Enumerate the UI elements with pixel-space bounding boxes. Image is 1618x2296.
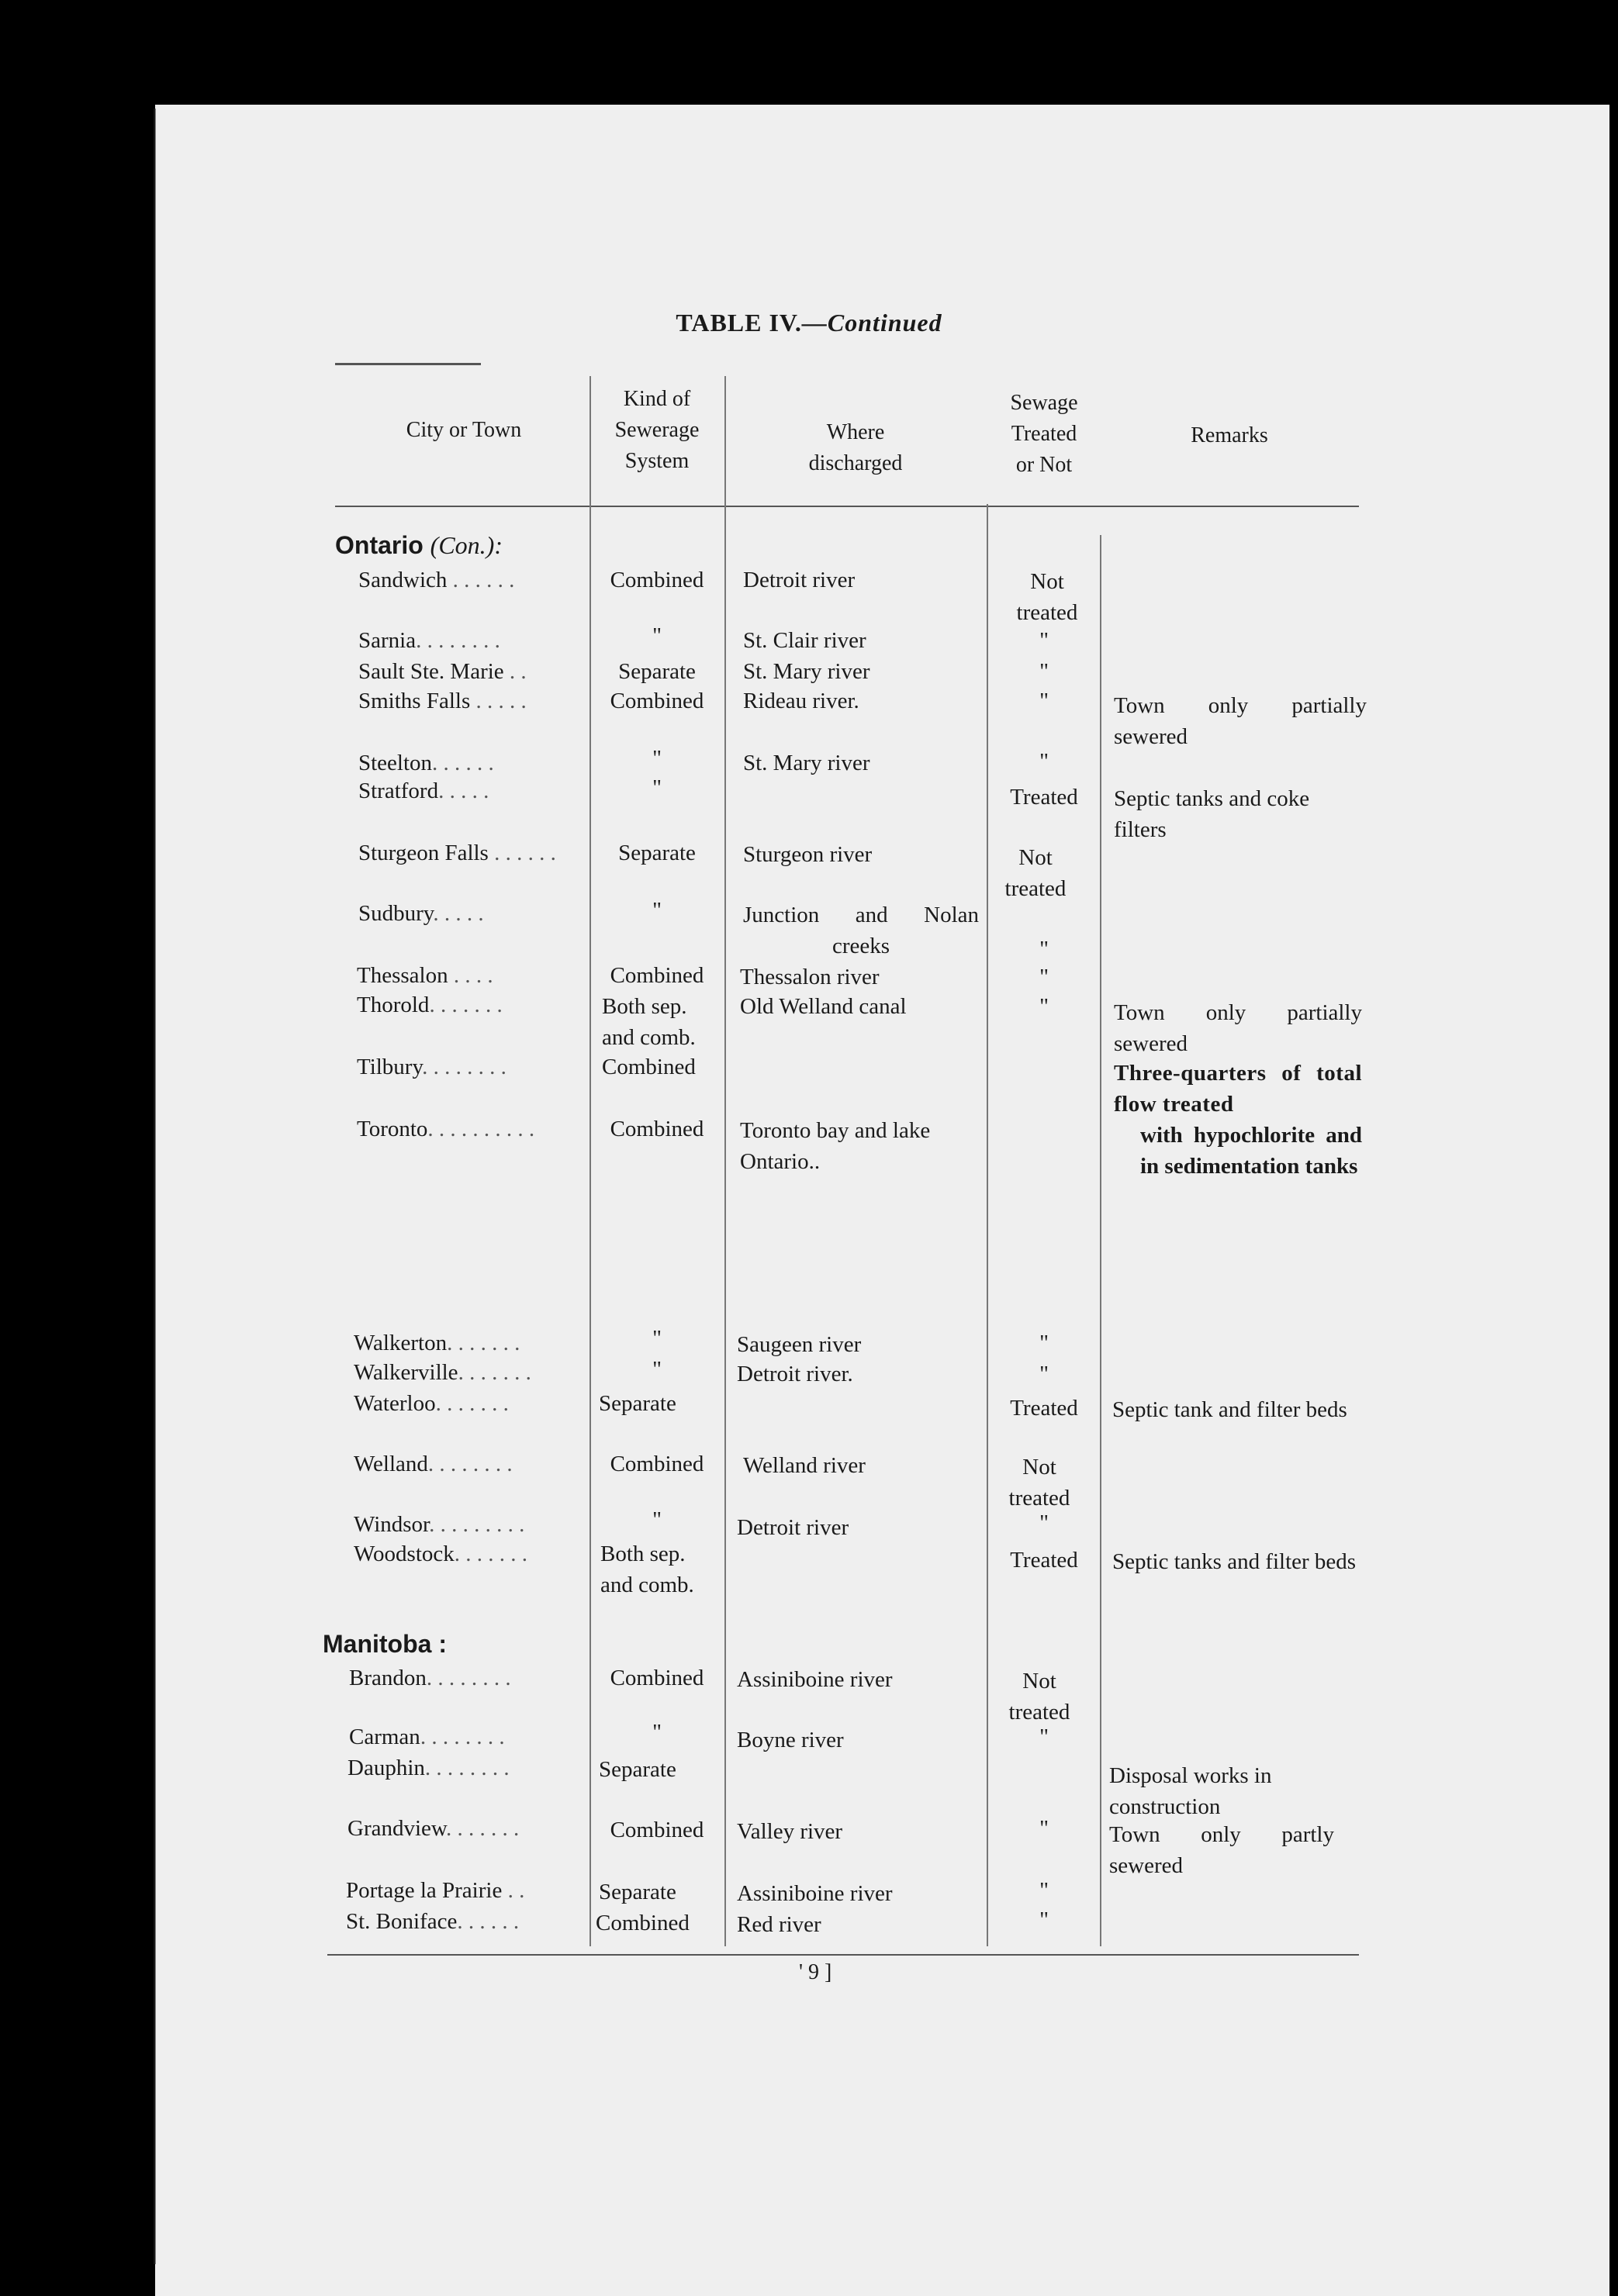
- where-cell: Detroit river: [743, 568, 856, 592]
- treated-cell: Not treated: [1008, 1669, 1070, 1725]
- where-cell: Detroit river: [737, 1515, 849, 1540]
- where-cell: Detroit river.: [737, 1362, 853, 1386]
- remarks-cell: Septic tanks and filter beds: [1112, 1549, 1357, 1574]
- city-name: Steelton. . . . . .: [358, 751, 494, 775]
- city-name: Woodstock. . . . . . .: [354, 1542, 528, 1566]
- page-number: ' 9 ]: [799, 1960, 832, 1984]
- where-cell: Old Welland canal: [740, 994, 907, 1019]
- city-name: St. Boniface. . . . . .: [346, 1909, 520, 1934]
- city-name: Smiths Falls . . . . .: [358, 689, 527, 713]
- kind-cell: ": [652, 1507, 662, 1532]
- kind-cell: Combined: [610, 689, 704, 713]
- where-cell: Boyne river: [737, 1728, 844, 1752]
- kind-cell: ": [652, 1720, 662, 1745]
- city-name: Sault Ste. Marie . .: [358, 659, 527, 684]
- where-cell: Saugeen river: [737, 1332, 862, 1357]
- city-name: Carman. . . . . . . .: [349, 1725, 505, 1749]
- city-name: Portage la Prairie . .: [346, 1878, 525, 1903]
- where-cell: St. Clair river: [743, 628, 866, 653]
- section-ontario-suffix: (Con.):: [430, 531, 503, 559]
- header-treated: Sewage Treated or Not: [1010, 391, 1078, 477]
- header-kind: Kind of Sewerage System: [614, 387, 700, 473]
- treated-cell: ": [1039, 628, 1049, 653]
- kind-cell: Combined: [610, 963, 704, 988]
- treated-cell: ": [1039, 1331, 1049, 1355]
- kind-cell: ": [652, 746, 662, 771]
- city-name: Thorold. . . . . . .: [357, 993, 503, 1017]
- kind-cell: Separate: [599, 1757, 676, 1782]
- remarks-cell: Town only partially sewered: [1114, 1000, 1362, 1056]
- treated-cell: ": [1039, 1511, 1049, 1535]
- remarks-cell: with hypochlorite and in sedimentation tanks: [1140, 1123, 1362, 1179]
- header-where: Where discharged: [808, 420, 903, 475]
- treated-cell: Not treated: [1016, 569, 1078, 625]
- city-name: Walkerville. . . . . . .: [354, 1360, 531, 1385]
- kind-cell: Separate: [618, 659, 696, 684]
- remarks-cell: Town only partly sewered: [1109, 1822, 1334, 1878]
- city-name: Brandon. . . . . . . .: [349, 1666, 511, 1690]
- where-cell: Sturgeon river: [743, 842, 873, 867]
- header-top-rule: [335, 363, 481, 365]
- section-ontario-name: Ontario: [335, 531, 424, 559]
- treated-cell: ": [1039, 1725, 1049, 1749]
- treated-cell: ": [1039, 965, 1049, 989]
- kind-cell: Separate: [618, 841, 696, 865]
- remarks-cell: Three-quarters of total flow treated: [1114, 1061, 1362, 1117]
- kind-cell: ": [652, 775, 662, 800]
- treated-cell: ": [1039, 937, 1049, 962]
- city-name: Waterloo. . . . . . .: [354, 1391, 509, 1416]
- where-cell: Toronto bay and lake Ontario..: [740, 1118, 931, 1174]
- where-cell: Rideau river.: [743, 689, 859, 713]
- where-cell: St. Mary river: [743, 751, 870, 775]
- kind-cell: ": [652, 898, 662, 923]
- treated-cell: ": [1039, 994, 1049, 1019]
- kind-cell: Both sep. and comb.: [600, 1542, 694, 1597]
- city-name: Walkerton. . . . . . .: [354, 1331, 520, 1355]
- city-name: Sudbury. . . . .: [358, 901, 484, 926]
- where-cell: Welland river: [743, 1453, 866, 1478]
- where-cell: Thessalon river: [740, 965, 880, 989]
- where-cell: Junction and Nolan creeks: [743, 903, 979, 958]
- kind-cell: ": [652, 1357, 662, 1382]
- treated-cell: Not treated: [1008, 1455, 1070, 1511]
- section-ontario: [335, 530, 503, 561]
- kind-cell: Combined: [610, 568, 704, 592]
- table-bottom-rule: [327, 1954, 1359, 1956]
- city-name: Welland. . . . . . . .: [354, 1452, 513, 1476]
- treated-cell: ": [1039, 1816, 1049, 1841]
- city-name: Stratford. . . . .: [358, 779, 489, 803]
- header-bottom-rule: [335, 506, 1359, 507]
- remarks-cell: Septic tank and filter beds: [1112, 1397, 1347, 1422]
- kind-cell: Combined: [610, 1452, 704, 1476]
- kind-cell: Separate: [599, 1880, 676, 1904]
- kind-cell: Combined: [596, 1911, 690, 1935]
- column-separator: [1100, 535, 1101, 1946]
- kind-cell: Combined: [610, 1818, 704, 1842]
- city-name: Sarnia. . . . . . . .: [358, 628, 500, 653]
- header-city: City or Town: [406, 418, 522, 442]
- kind-cell: Combined: [610, 1666, 704, 1690]
- treated-cell: Treated: [1010, 1548, 1078, 1573]
- treated-cell: ": [1039, 1362, 1049, 1386]
- city-name: Sturgeon Falls . . . . . .: [358, 841, 556, 865]
- treated-cell: ": [1039, 749, 1049, 774]
- kind-cell: ": [652, 1326, 662, 1351]
- remarks-cell: Septic tanks and coke filters: [1114, 786, 1310, 842]
- page-binding-edge: [154, 109, 156, 2264]
- treated-cell: ": [1039, 1908, 1049, 1932]
- treated-cell: ": [1039, 659, 1049, 684]
- table-title-main: TABLE IV.: [676, 309, 802, 337]
- treated-cell: Treated: [1010, 1396, 1078, 1421]
- kind-cell: Combined: [602, 1055, 696, 1079]
- city-name: Toronto. . . . . . . . . .: [357, 1117, 535, 1141]
- where-cell: Red river: [737, 1912, 821, 1937]
- kind-cell: Both sep. and comb.: [602, 994, 696, 1050]
- column-separator: [724, 376, 726, 1946]
- remarks-cell: Town only partially sewered: [1114, 693, 1367, 749]
- column-separator: [589, 376, 591, 1946]
- kind-cell: ": [652, 623, 662, 648]
- kind-cell: Separate: [599, 1391, 676, 1416]
- where-cell: Assiniboine river: [737, 1667, 893, 1692]
- city-name: Windsor. . . . . . . . .: [354, 1512, 525, 1537]
- remarks-cell: Disposal works in construction: [1109, 1763, 1272, 1819]
- where-cell: St. Mary river: [743, 659, 870, 684]
- city-name: Sandwich . . . . . .: [358, 568, 515, 592]
- where-cell: Valley river: [737, 1819, 843, 1844]
- kind-cell: Combined: [610, 1117, 704, 1141]
- city-name: Thessalon . . . .: [357, 963, 493, 988]
- treated-cell: ": [1039, 689, 1049, 713]
- table-title: [0, 309, 1618, 337]
- treated-cell: Treated: [1010, 785, 1078, 810]
- city-name: Dauphin. . . . . . . .: [347, 1756, 510, 1780]
- treated-cell: ": [1039, 1878, 1049, 1903]
- city-name: Grandview. . . . . . .: [347, 1816, 520, 1841]
- where-cell: Assiniboine river: [737, 1881, 893, 1906]
- city-name: Tilbury. . . . . . . .: [357, 1055, 506, 1079]
- table-title-suffix: —Continued: [801, 309, 942, 337]
- header-remarks: Remarks: [1191, 423, 1268, 447]
- section-manitoba: Manitoba :: [323, 1630, 447, 1658]
- treated-cell: Not treated: [1004, 845, 1067, 901]
